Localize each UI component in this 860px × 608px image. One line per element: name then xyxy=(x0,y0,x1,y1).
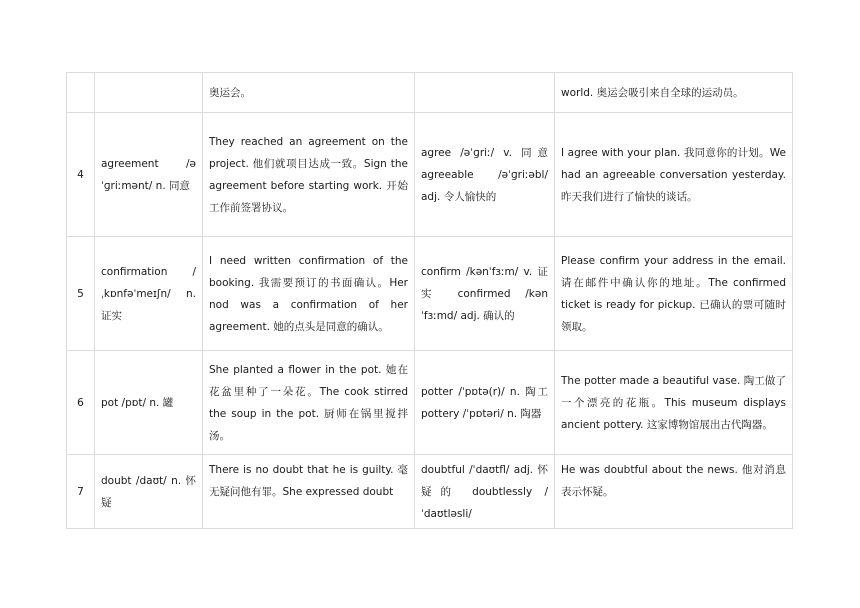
related-example-cell: The potter made a beautiful vase. 陶工做了一个漂亮的花瓶。This museum displays ancient pottery. 这家博物馆展出古代陶器。 xyxy=(555,351,793,455)
related-words-cell: confirm /kənˈfɜːm/ v. 证实 confirmed /kənˈfɜːmd/ adj. 确认的 xyxy=(415,237,555,351)
example-cell: 奥运会。 xyxy=(203,73,415,113)
word-cell xyxy=(95,73,203,113)
table-row xyxy=(67,73,793,113)
row-number: 7 xyxy=(67,455,95,529)
row-number: 4 xyxy=(67,113,95,237)
table-row xyxy=(67,351,793,455)
word-cell: agreement /əˈɡriːmənt/ n. 同意 xyxy=(95,113,203,237)
related-example-cell: Please confirm your address in the email. 请在邮件中确认你的地址。The confirmed ticket is ready for pickup. 已确认的票可随时领取。 xyxy=(555,237,793,351)
table-row xyxy=(67,113,793,237)
related-words-cell: agree /əˈɡriː/ v. 同意 agreeable /əˈɡriːəbl/ adj. 令人愉快的 xyxy=(415,113,555,237)
row-number: 6 xyxy=(67,351,95,455)
example-cell: There is no doubt that he is guilty. 毫无疑问他有罪。She expressed doubt xyxy=(203,455,415,529)
table-row xyxy=(67,455,793,529)
example-cell: She planted a flower in the pot. 她在花盆里种了一朵花。The cook stirred the soup in the pot. 厨师在锅里搅拌汤。 xyxy=(203,351,415,455)
related-words-cell xyxy=(415,73,555,113)
related-example-cell: I agree with your plan. 我同意你的计划。We had an agreeable conversation yesterday. 昨天我们进行了愉快的谈话。 xyxy=(555,113,793,237)
word-cell: pot /pɒt/ n. 罐 xyxy=(95,351,203,455)
example-cell: I need written confirmation of the booking. 我需要预订的书面确认。Her nod was a confirmation of her agreement. 她的点头是同意的确认。 xyxy=(203,237,415,351)
row-number: 5 xyxy=(67,237,95,351)
related-example-cell: He was doubtful about the news. 他对消息表示怀疑。 xyxy=(555,455,793,529)
example-cell: They reached an agreement on the project. 他们就项目达成一致。Sign the agreement before starting work. 开始工作前签署协议。 xyxy=(203,113,415,237)
word-cell: doubt /daʊt/ n. 怀疑 xyxy=(95,455,203,529)
vocabulary-table xyxy=(66,72,793,529)
related-example-cell: world. 奥运会吸引来自全球的运动员。 xyxy=(555,73,793,113)
row-number xyxy=(67,73,95,113)
related-words-cell: potter /ˈpɒtə(r)/ n. 陶工 pottery /ˈpɒtəri/ n. 陶器 xyxy=(415,351,555,455)
table-row xyxy=(67,237,793,351)
related-words-cell: doubtful /ˈdaʊtfl/ adj. 怀疑的 doubtlessly /ˈdaʊtləsli/ xyxy=(415,455,555,529)
word-cell: confirmation /ˌkɒnfəˈmeɪʃn/ n. 证实 xyxy=(95,237,203,351)
